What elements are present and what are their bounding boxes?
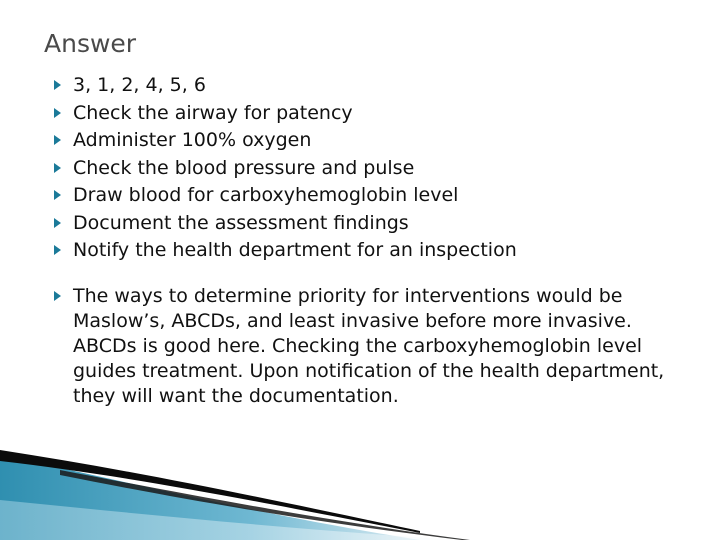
triangle-right-bullet-icon — [54, 135, 61, 145]
triangle-right-bullet-icon — [54, 163, 61, 173]
triangle-right-bullet-icon — [54, 190, 61, 200]
triangle-right-bullet-icon — [54, 245, 61, 255]
triangle-right-bullet-icon — [54, 108, 61, 118]
rationale-text: The ways to determine priority for interventions would be Maslow’s, ABCDs, and least invasive before more invasive. ABCDs is good here. Checking the carboxyhemoglobin level guides treatment. Upon notification of the health department, they will want the documentation. — [73, 284, 665, 408]
list-item-text: Check the blood pressure and pulse — [73, 156, 415, 179]
rationale-paragraph — [50, 284, 690, 410]
answer-bullet-list — [50, 72, 690, 410]
list-item — [50, 210, 690, 238]
list-item — [50, 127, 690, 155]
triangle-right-bullet-icon — [54, 218, 61, 228]
list-item-text: Notify the health department for an inspection — [73, 239, 517, 261]
list-item-text: Check the airway for patency — [73, 101, 353, 124]
slide-title: Answer — [44, 29, 137, 58]
list-item-text: Document the assessment findings — [73, 211, 409, 234]
list-item — [50, 182, 690, 210]
list-item-text: Administer 100% oxygen — [73, 129, 312, 151]
list-item — [50, 72, 690, 100]
triangle-right-bullet-icon — [54, 80, 61, 90]
triangle-right-bullet-icon — [54, 291, 61, 301]
list-item — [50, 100, 690, 128]
list-item — [50, 237, 690, 265]
list-item-text: Draw blood for carboxyhemoglobin level — [73, 184, 459, 206]
list-item-text: 3, 1, 2, 4, 5, 6 — [73, 74, 206, 96]
list-item — [50, 155, 690, 183]
